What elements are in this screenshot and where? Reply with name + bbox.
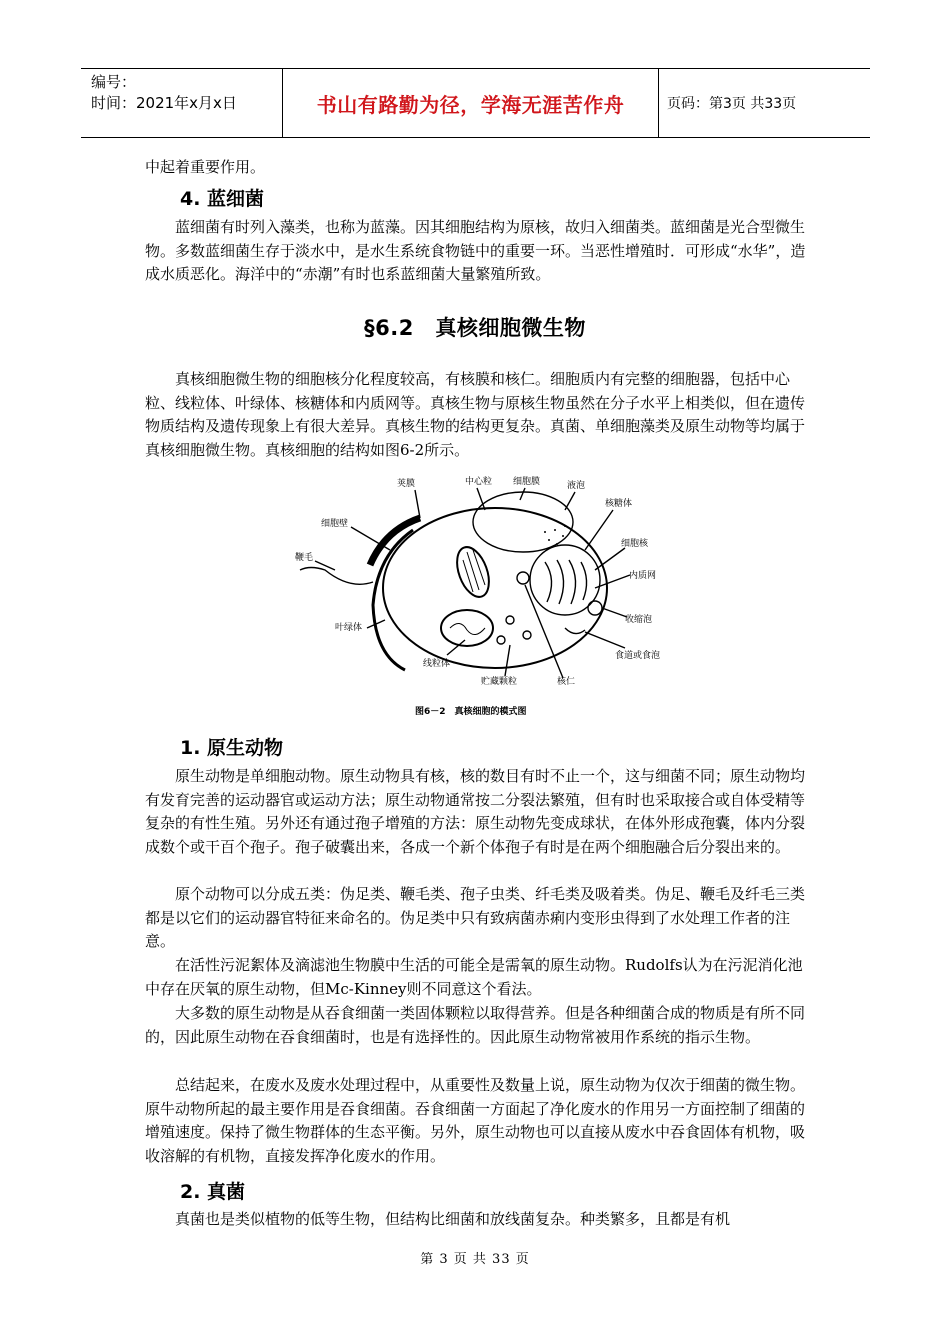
heading-cyanobacteria: 4. 蓝细菌 (180, 188, 265, 210)
paragraph-protozoa-5: 总结起来，在废水及废水处理过程中，从重要性及数量上说，原生动物为仅次于细菌的微生物。原牛动物所起的最主要作用是吞食细菌。吞食细菌一方面起了净化废水的作用另一方面控制了细菌的增殖速度。保持了微生物群体的生态平衡。另外，原生动物也可以直接从废水中吞食固体有机物，吸收溶解的有机物，直接发挥净化废水的作用。 (145, 1076, 806, 1165)
paragraph-fungi: 真菌也是类似植物的低等生物，但结构比细菌和放线菌复杂。种类繁多，且都是有机 (175, 1210, 731, 1228)
capsule-shape (370, 518, 420, 565)
paragraph-eukaryote: 真核细胞微生物的细胞核分化程度较高，有核膜和核仁。细胞质内有完整的细胞器，包括中心粒、线粒体、叶绿体、核糖体和内质网等。真核生物与原核生物虽然在分子水平上相类似，但在遗传物质结构及遗传现象上有很大差异。真核生物的结构更复杂。真菌、单细胞藻类及原生动物等均属于真核细胞微生物。真核细胞的结构如图6-2所示。 (145, 370, 806, 459)
label-ribosome: 核糖体 (605, 499, 633, 509)
er-shape (545, 560, 587, 604)
label-food-vacuole: 食道或食泡 (615, 651, 661, 661)
label-cell-wall: 细胞壁 (321, 519, 349, 529)
heading-fungi: 2. 真菌 (180, 1181, 246, 1203)
paragraph-protozoa-4: 大多数的原生动物是从吞食细菌一类固体颗粒以取得营养。但是各种细菌合成的物质是有所不同的，因此原生动物在吞食细菌时，也是有选择性的。因此原生动物常被用作系统的指示生物。 (145, 1004, 806, 1046)
doc-number-label: 编号： (91, 73, 137, 91)
cell-membrane-shape (383, 508, 607, 668)
section-title: §6.2 真核细胞微生物 (364, 316, 586, 340)
chloroplast-shape (441, 610, 493, 646)
label-vacuole: 液泡 (567, 481, 586, 491)
contractile-vacuole-shape (588, 601, 602, 615)
label-chloroplast: 叶绿体 (335, 623, 363, 633)
heading-protozoa: 1. 原生动物 (180, 737, 284, 759)
label-centriole: 中心粒 (465, 477, 493, 487)
label-storage: 贮藏颗粒 (481, 677, 518, 687)
nucleolus-shape (517, 572, 529, 584)
header-page-info: 页码：第3页 共33页 (667, 96, 797, 112)
paragraph-continued: 中起着重要作用。 (145, 158, 266, 176)
label-nucleus: 细胞核 (621, 539, 649, 549)
label-cell-membrane: 细胞膜 (513, 477, 541, 487)
page-footer: 第 3 页 共 33 页 (420, 1252, 530, 1267)
header-meta (81, 69, 283, 137)
doc-time-label: 时间：2021年x月x日 (91, 94, 237, 112)
label-flagellum: 鞭毛 (295, 553, 314, 563)
label-er: 内质网 (629, 571, 657, 581)
label-nucleolus: 核仁 (557, 677, 576, 687)
page-header (81, 68, 870, 138)
paragraph-protozoa-2: 原个动物可以分成五类：伪足类、鞭毛类、孢子虫类、纤毛类及吸着类。伪足、鞭毛及纤毛三类都是以它们的运动器官特征来命名的。伪足类中只有致病菌赤痢内变形虫得到了水处理工作者的注意。 (145, 885, 806, 950)
label-mitochondria: 线粒体 (423, 659, 451, 669)
eukaryotic-cell-diagram (295, 470, 675, 720)
food-vacuole-shape (565, 628, 585, 634)
paragraph-protozoa-3: 在活性污泥絮体及滴滤池生物膜中生活的可能全是需氧的原生动物。Rudolfs认为在污泥消化池中存在厌氧的原生动物，但Mc-Kinney则不同意这个看法。 (145, 956, 803, 998)
paragraph-protozoa-1: 原生动物是单细胞动物。原生动物具有核，核的数目有时不止一个，这与细菌不同；原生动物均有发育完善的运动器官或运动方法；原生动物通常按二分裂法繁殖，但有时也采取接合或自体受精等复杂的有性生殖。另外还有通过孢子增殖的方法：原生动物先变成球状，在体外形成孢囊，体内分裂成数个或干百个孢子。孢子破囊出来，各成一个新个体孢子有时是在两个细胞融合后分裂出来的。 (145, 767, 806, 856)
label-contractile-vacuole: 收缩泡 (625, 615, 653, 625)
label-capsule: 荚膜 (397, 479, 416, 489)
figure-caption: 图6－2 真核细胞的模式图 (415, 707, 527, 717)
paragraph-cyanobacteria: 蓝细菌有时列入藻类，也称为蓝藻。因其细胞结构为原核，故归入细菌类。蓝细菌是光合型微生物。多数蓝细菌生存于淡水中，是水生系统食物链中的重要一环。当恶性增殖时．可形成“水华”，造成水质恶化。海洋中的“赤潮”有时也系蓝细菌大量繁殖所致。 (145, 218, 806, 283)
flagellum-shape (300, 568, 373, 585)
header-motto: 书山有路勤为径，学海无涯苦作舟 (283, 69, 659, 137)
